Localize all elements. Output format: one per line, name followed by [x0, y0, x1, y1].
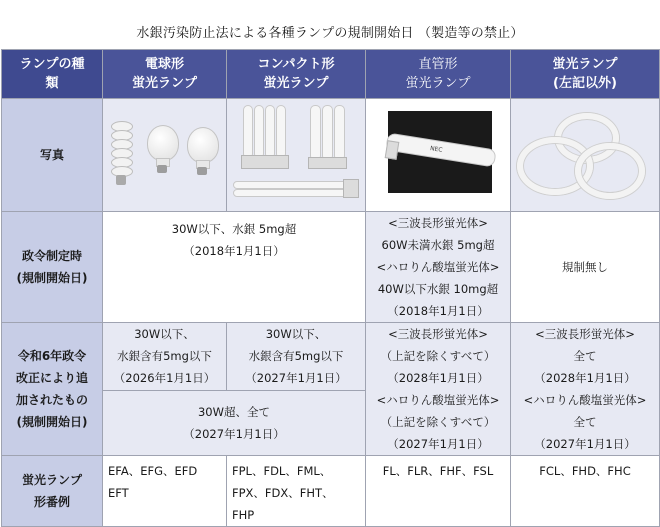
header-row: [2, 50, 660, 99]
cabinet-order-row: [2, 212, 660, 323]
compact-lamp-image: [241, 105, 289, 171]
examples-other-cell: FCL、FHD、FHC: [511, 456, 660, 527]
header-compact-type: コンパクト形 蛍光ランプ: [227, 50, 366, 99]
examples-compact-cell: FPL、FDL、FML、 FPX、FDX、FHT、 FHP: [227, 456, 366, 527]
compact-lamp-image-3: [233, 179, 359, 197]
reiwa-compact-cell: 30W以下、 水銀含有5mg以下 （2027年1月1日）: [227, 323, 366, 391]
row-label-photo: 写真: [2, 99, 103, 212]
row-label-reiwa: 令和6年政令 改正により追 加されたもの (規制開始日): [2, 323, 103, 456]
cabinet-other-cell: 規制無し: [511, 212, 660, 323]
header-other-type: 蛍光ランプ (左記以外): [511, 50, 660, 99]
photo-straight-lamp: [366, 99, 511, 212]
cabinet-straight-cell: <三波長形蛍光体> 60W未満水銀 5mg超 <ハロりん酸塩蛍光体> 40W以下水銀 10mg超 （2018年1月1日）: [366, 212, 511, 323]
reiwa-over-30w-cell: 30W超、全て （2027年1月1日）: [103, 390, 366, 456]
row-label-cabinet-order: 政令制定時 (規制開始日): [2, 212, 103, 323]
photo-circular-lamps: [511, 99, 660, 212]
spiral-bulb-image: [111, 121, 131, 177]
photo-compact-lamps: [227, 99, 366, 212]
globe-bulb-image-2: [187, 127, 217, 171]
row-label-examples: 蛍光ランプ 形番例: [2, 456, 103, 527]
photo-bulb-lamps: [103, 99, 227, 212]
tube-print-text: NEC: [429, 145, 443, 154]
page-title: 水銀汚染防止法による各種ランプの規制開始日 （製造等の禁止）: [136, 26, 524, 41]
examples-straight-cell: FL、FLR、FHF、FSL: [366, 456, 511, 527]
straight-lamp-image: [388, 111, 492, 193]
reiwa-bulb-cell: 30W以下、 水銀含有5mg以下 （2026年1月1日）: [103, 323, 227, 391]
reiwa-other-cell: <三波長形蛍光体> 全て （2028年1月1日） <ハロりん酸塩蛍光体> 全て （2027年1月1日）: [511, 323, 660, 456]
photo-row: [2, 99, 660, 212]
circular-lamp-image-3: [575, 143, 645, 199]
compact-lamp-image-2: [307, 105, 347, 171]
header-bulb-type: 電球形 蛍光ランプ: [103, 50, 227, 99]
header-lamp-type: ランプの種 類: [2, 50, 103, 99]
header-straight-type: 直管形 蛍光ランプ: [366, 50, 511, 99]
reiwa-row: [2, 323, 660, 391]
cabinet-bulb-compact-cell: 30W以下、水銀 5mg超 （2018年1月1日）: [103, 212, 366, 323]
examples-row: [2, 456, 660, 527]
regulation-table: [1, 49, 660, 527]
globe-bulb-image: [147, 125, 177, 169]
examples-bulb-cell: EFA、EFG、EFD EFT: [103, 456, 227, 527]
reiwa-straight-cell: <三波長形蛍光体> （上記を除くすべて） （2028年1月1日） <ハロりん酸塩蛍光体> （上記を除くすべて） （2027年1月1日）: [366, 323, 511, 456]
